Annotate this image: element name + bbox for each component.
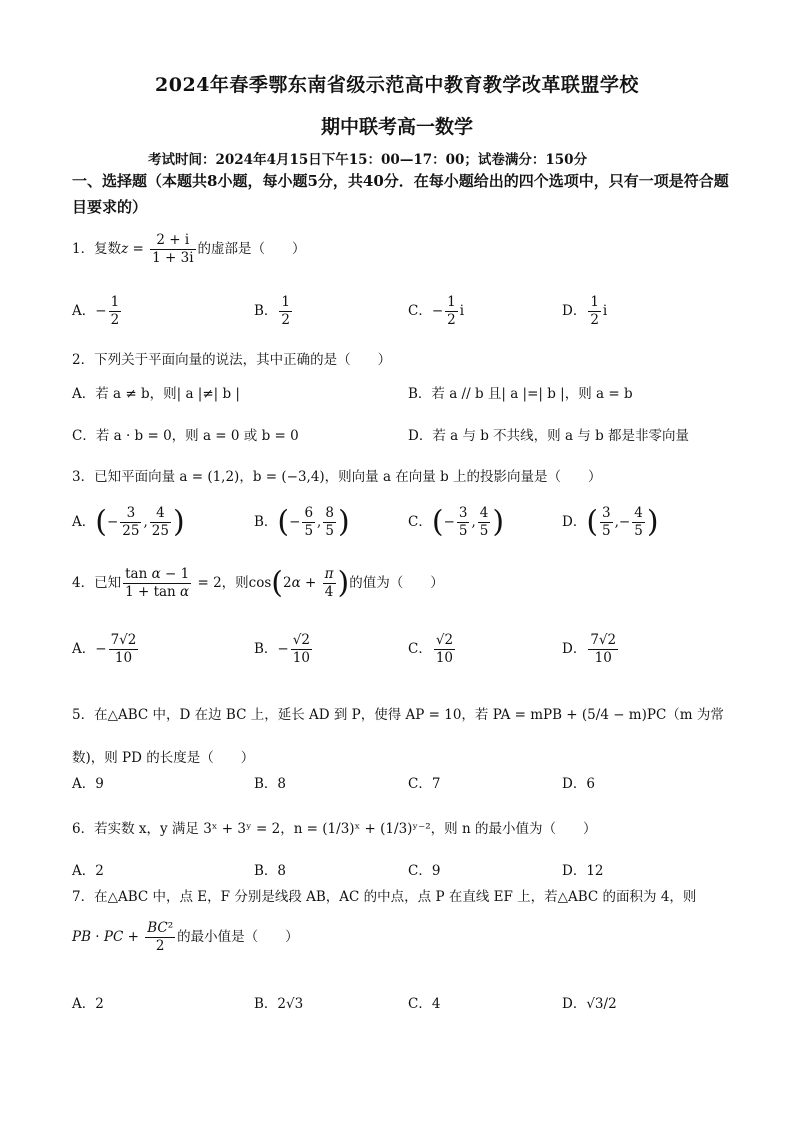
q2-option-a: A．若 a ≠ b，则| a |≠| b | [72, 386, 240, 402]
q6-option-c: C．9 [408, 863, 441, 879]
q6-option-a: A．2 [72, 863, 104, 879]
q3-option-a: A．(− $\frac{3}{25}$ , $\frac{4}{25}$ ) [72, 504, 185, 540]
q3-option-d: D．( $\frac{3}{5}$ ,− $\frac{4}{5}$ ) [562, 504, 659, 540]
q4-option-b: B．− $\frac{√2}{10}$ [254, 632, 310, 666]
question-7-line1: 7．在△ABC 中，点 E，F 分别是线段 AB，AC 的中点，点 P 在直线 EF 上，若△ABC 的面积为 4，则 [72, 889, 697, 905]
q4-option-d: D． $\frac{7√2}{10}$ [562, 632, 617, 666]
section-heading: 一、选择题（本题共8小题，每小题5分，共40分．在每小题给出的四个选项中，只有一项是符合题目要求的） [72, 172, 729, 216]
question-5-line2: 数)，则 PD 的长度是（ ） [72, 750, 255, 766]
question-1: 1．复数z = $\frac{2 + i}{1 + 3i}$ 的虚部是（ ） [72, 232, 306, 266]
question-3: 3．已知平面向量 a = (1,2)，b = (−3,4)，则向量 a 在向量 b 上的投影向量是（ ） [72, 469, 602, 485]
q1-option-d: D． $\frac{1}{2}$ i [562, 294, 608, 328]
q5-option-b: B．8 [254, 776, 287, 792]
q3-option-c: C．(− $\frac{3}{5}$ , $\frac{4}{5}$ ) [408, 504, 505, 540]
question-6: 6．若实数 x，y 满足 3ˣ + 3ʸ = 2，n = (1/3)ˣ + (1/3)ʸ⁻²，则 n 的最小值为（ ） [72, 821, 597, 837]
q2-option-c: C．若 a · b = 0，则 a = 0 或 b = 0 [72, 428, 299, 444]
q7-option-d: D．√3/2 [562, 996, 617, 1012]
exam-title: 2024年春季鄂东南省级示范高中教育教学改革联盟学校 [155, 74, 639, 96]
q6-option-d: D．12 [562, 863, 604, 879]
q5-option-a: A．9 [72, 776, 104, 792]
question-7-line2: PB · PC + $\frac{\text{BC²}}{2}$ 的最小值是（ ） [72, 920, 299, 954]
question-5-line1: 5．在△ABC 中，D 在边 BC 上，延长 AD 到 P，使得 AP = 10，若 PA = mPB + (5/4 − m)PC（m 为常 [72, 707, 724, 723]
exam-subtitle: 期中联考高一数学 [320, 116, 473, 138]
question-2: 2．下列关于平面向量的说法，其中正确的是（ ） [72, 352, 392, 368]
q2-option-b: B．若 a // b 且| a |=| b |，则 a = b [408, 386, 633, 402]
q4-option-c: C． $\frac{√2}{10}$ [408, 632, 454, 666]
q5-option-d: D．6 [562, 776, 595, 792]
q2-option-d: D．若 a 与 b 不共线，则 a 与 b 都是非零向量 [408, 428, 690, 444]
exam-info: 考试时间：2024年4月15日下午15：00—17：00；试卷满分：150分 [148, 152, 588, 168]
question-4: 4．已知 $\frac{\text{tan α − 1}}{\text{1 + tan α}}$ = 2，则cos(2α + $\frac{\pi}{4}$ )的值为（ ） [72, 565, 444, 601]
q3-option-b: B．(− $\frac{6}{5}$ , $\frac{8}{5}$ ) [254, 504, 350, 540]
q6-option-b: B．8 [254, 863, 287, 879]
q7-option-b: B．2√3 [254, 996, 304, 1012]
q7-option-a: A．2 [72, 996, 104, 1012]
q1-option-a: A．− $\frac{1}{2}$ [72, 294, 120, 328]
q7-option-c: C．4 [408, 996, 441, 1012]
q5-option-c: C．7 [408, 776, 441, 792]
q4-option-a: A．− $\frac{7√2}{10}$ [72, 632, 137, 666]
q1-option-c: C．− $\frac{1}{2}$ i [408, 294, 465, 328]
q1-option-b: B． $\frac{1}{2}$ [254, 294, 291, 328]
